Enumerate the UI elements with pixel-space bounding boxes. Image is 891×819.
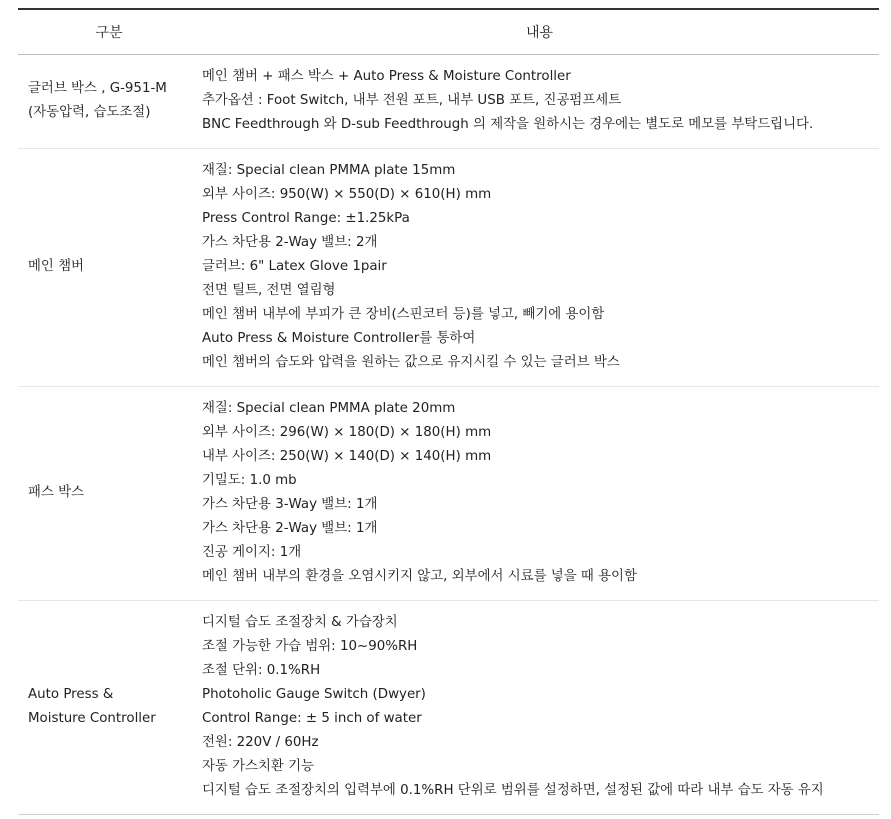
content-line: 진공 게이지: 1개 [202, 545, 302, 560]
content-line: 메인 챔버 내부에 부피가 큰 장비(스핀코터 등)를 넣고, 빼기에 용이함 [202, 307, 605, 322]
content-line: 디지털 습도 조절장치의 입력부에 0.1%RH 단위로 범위를 설정하면, 설정된 값에 따라 내부 습도 자동 유지 [202, 783, 824, 798]
table-body [18, 55, 879, 815]
table-header [18, 9, 879, 55]
content-line: BNC Feedthrough 와 D-sub Feedthrough 의 제작을 원하시는 경우에는 별도로 메모를 부탁드립니다. [202, 117, 814, 132]
content-line: Control Range: ± 5 inch of water [202, 711, 422, 726]
content-line: 조절 가능한 가습 범위: 10~90%RH [202, 639, 418, 654]
category-text: Auto Press & [28, 687, 114, 702]
content-line: 가스 차단용 3-Way 밸브: 1개 [202, 497, 378, 512]
table-row [18, 387, 879, 601]
content-line: 재질: Special clean PMMA plate 15mm [202, 163, 456, 178]
content-line: 재질: Special clean PMMA plate 20mm [202, 401, 456, 416]
row-content [200, 601, 879, 815]
row-category [18, 387, 200, 601]
content-line: 메인 챔버의 습도와 압력을 원하는 값으로 유지시킬 수 있는 글러브 박스 [202, 355, 620, 370]
header-content: 내용 [200, 9, 879, 55]
content-line: Press Control Range: ±1.25kPa [202, 211, 410, 226]
content-line: 글러브: 6" Latex Glove 1pair [202, 259, 387, 274]
content-line: 전원: 220V / 60Hz [202, 735, 319, 750]
category-text: (자동압력, 습도조절) [28, 105, 151, 120]
content-line: Photoholic Gauge Switch (Dwyer) [202, 687, 426, 702]
content-line: 가스 차단용 2-Way 밸브: 2개 [202, 235, 378, 250]
category-text: 메인 챔버 [28, 259, 84, 274]
content-line: 내부 사이즈: 250(W) × 140(D) × 140(H) mm [202, 449, 492, 464]
header-category: 구분 [18, 9, 200, 55]
table-row [18, 149, 879, 387]
content-line: 외부 사이즈: 296(W) × 180(D) × 180(H) mm [202, 425, 492, 440]
row-category [18, 55, 200, 149]
content-line: 메인 챔버 + 패스 박스 + Auto Press & Moisture Controller [202, 69, 571, 84]
table-row [18, 601, 879, 815]
row-category [18, 149, 200, 387]
content-line: 외부 사이즈: 950(W) × 550(D) × 610(H) mm [202, 187, 492, 202]
table-row [18, 55, 879, 149]
row-content [200, 149, 879, 387]
row-content [200, 55, 879, 149]
content-line: 기밀도: 1.0 mb [202, 473, 297, 488]
content-line: 전면 틸트, 전면 열림형 [202, 283, 336, 298]
spec-table [18, 8, 879, 815]
row-category [18, 601, 200, 815]
row-content [200, 387, 879, 601]
category-text: Moisture Controller [28, 711, 156, 726]
category-text: 패스 박스 [28, 485, 84, 500]
content-line: 자동 가스치환 기능 [202, 759, 314, 774]
content-line: 추가옵션 : Foot Switch, 내부 전원 포트, 내부 USB 포트, 진공펌프세트 [202, 93, 622, 108]
content-line: 조절 단위: 0.1%RH [202, 663, 321, 678]
content-line: 가스 차단용 2-Way 밸브: 1개 [202, 521, 378, 536]
category-text: 글러브 박스 , G-951-M [28, 81, 167, 96]
content-line: Auto Press & Moisture Controller를 통하여 [202, 331, 476, 346]
content-line: 메인 챔버 내부의 환경을 오염시키지 않고, 외부에서 시료를 넣을 때 용이함 [202, 569, 637, 584]
header-row [18, 9, 879, 55]
content-line: 디지털 습도 조절장치 & 가습장치 [202, 615, 398, 630]
